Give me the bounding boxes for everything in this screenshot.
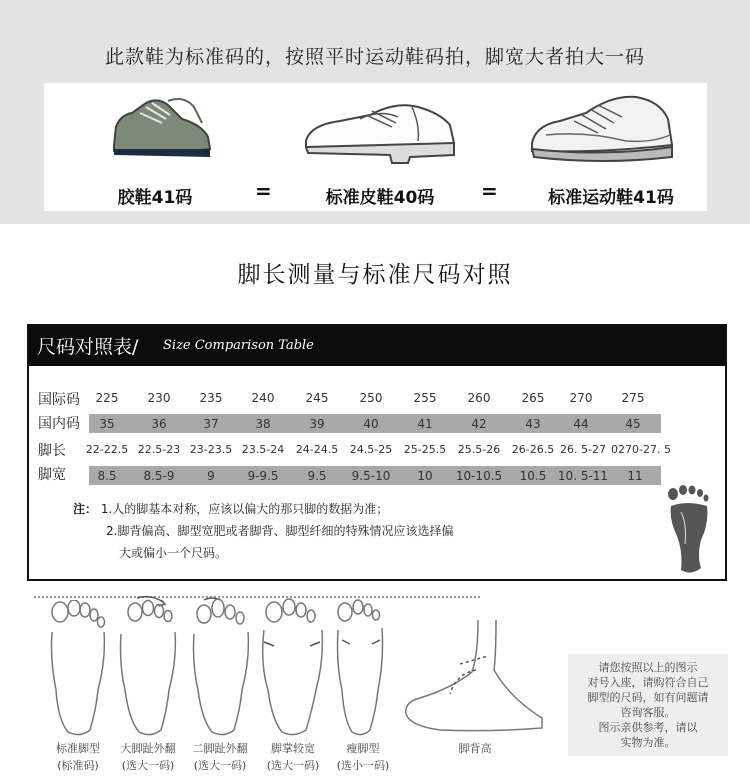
cell-intl: 270	[569, 391, 593, 405]
cell-length: 22.5-23	[137, 443, 181, 456]
tip-line: 脚型的尺码，如有问题请	[587, 691, 709, 704]
cell-length: 24-24.5	[295, 443, 339, 456]
shoe-comparison-panel	[44, 83, 707, 211]
foot-name: 脚掌较宽	[271, 742, 315, 755]
cell-width: 8.5	[97, 469, 117, 483]
cell-domestic: 41	[417, 417, 433, 431]
cell-length: 26-26.5	[511, 443, 555, 456]
tip-line: 咨询客服。	[620, 706, 676, 719]
cell-intl: 240	[251, 391, 275, 405]
foot-advice: (标准码)	[57, 759, 99, 772]
cell-intl: 250	[359, 391, 383, 405]
table-title-en: Size Comparison Table	[163, 338, 314, 353]
cell-intl: 245	[305, 391, 329, 405]
leather-shoe-label: 标准皮鞋40码	[325, 188, 435, 208]
table-header	[29, 326, 725, 366]
foot-advice: (选小一码)	[336, 759, 390, 772]
foot-name: 瘦脚型	[346, 742, 380, 755]
cell-intl: 235	[199, 391, 223, 405]
work-shoe-icon	[106, 93, 216, 163]
note-line-1	[73, 498, 388, 520]
cell-intl: 275	[621, 391, 645, 405]
bunion-foot-icon	[117, 594, 181, 738]
cell-length: 0270-27. 5	[611, 443, 671, 456]
cell-domestic: 40	[363, 417, 379, 431]
size-table	[27, 324, 727, 581]
top-banner	[0, 0, 750, 224]
foot-label-thin	[328, 740, 398, 774]
foot-name: 大脚趾外翻	[120, 742, 176, 755]
cell-width: 9.5-10	[351, 469, 391, 483]
tip-line: 图示亲供参考，请以	[598, 721, 698, 734]
cell-intl: 255	[413, 391, 437, 405]
foot-label-second-toe	[185, 740, 255, 774]
cell-width: 8.5-9	[143, 469, 175, 483]
foot-name: 二脚趾外翻	[192, 742, 248, 755]
cell-domestic: 43	[525, 417, 541, 431]
note-prefix: 注：	[73, 502, 98, 516]
cell-intl: 260	[467, 391, 491, 405]
work-shoe-label: 胶鞋41码	[117, 188, 193, 208]
tip-line: 对号入座，请购符合自己	[587, 676, 709, 689]
cell-intl: 225	[95, 391, 119, 405]
row-label-width: 脚宽	[38, 467, 66, 483]
cell-intl: 230	[147, 391, 171, 405]
cell-width: 9.5	[307, 469, 327, 483]
section-title: 脚长测量与标准尺码对照	[237, 262, 513, 288]
tip-line: 请您按照以上的图示	[598, 661, 698, 674]
row-label-intl: 国际码	[38, 392, 80, 408]
cell-length: 23-23.5	[189, 443, 233, 456]
thin-foot-icon	[330, 594, 392, 738]
cell-width: 11	[627, 469, 643, 483]
cell-width: 10.5	[519, 469, 547, 483]
size-note: 此款鞋为标准码的，按照平时运动鞋码拍，脚宽大者拍大一码	[104, 46, 645, 68]
sneaker-icon	[526, 91, 676, 171]
note-line-3: 大或偏小一个尺码。	[119, 546, 228, 560]
cell-width: 10	[417, 469, 433, 483]
foot-label-high-instep	[440, 740, 510, 757]
cell-domestic: 36	[151, 417, 167, 431]
foot-label-standard	[43, 740, 113, 774]
cell-width: 10. 5-11	[557, 469, 609, 483]
cell-width: 10-10.5	[455, 469, 503, 483]
cell-length: 22-22.5	[85, 443, 129, 456]
cell-length: 23.5-24	[241, 443, 285, 456]
cell-length: 24.5-25	[349, 443, 393, 456]
second-toe-foot-icon	[190, 594, 254, 738]
footprint-icon	[663, 484, 715, 576]
cell-domestic: 35	[99, 417, 115, 431]
row-label-domestic: 国内码	[38, 416, 80, 432]
foot-label-wide	[258, 740, 328, 774]
cell-length: 25-25.5	[403, 443, 447, 456]
leather-shoe-icon	[300, 95, 460, 167]
foot-advice: (选大一码)	[266, 759, 320, 772]
table-title-zh: 尺码对照表/	[37, 336, 139, 358]
equals-sign: =	[481, 179, 498, 203]
cell-intl: 265	[521, 391, 545, 405]
cell-width: 9-9.5	[247, 469, 279, 483]
note-line-2: 2.脚背偏高、脚型宽肥或者脚背、脚型纤细的特殊情况应该选择偏	[106, 524, 454, 538]
high-instep-foot-icon	[400, 614, 550, 734]
foot-advice: (选大一码)	[121, 759, 175, 772]
cell-domestic: 37	[203, 417, 219, 431]
note-line-1-text: 1.人的脚基本对称，应该以偏大的那只脚的数据为准；	[100, 502, 389, 516]
cell-length: 26. 5-27	[560, 443, 606, 456]
foot-advice: (选大一码)	[193, 759, 247, 772]
foot-label-bunion	[113, 740, 183, 774]
equals-sign: =	[255, 179, 272, 203]
cell-domestic: 44	[573, 417, 589, 431]
row-label-length: 脚长	[38, 443, 66, 459]
cell-length: 25.5-26	[457, 443, 501, 456]
foot-name: 脚背高	[458, 742, 492, 755]
foot-name: 标准脚型	[56, 742, 100, 755]
cell-width: 9	[207, 469, 215, 483]
cell-domestic: 39	[309, 417, 325, 431]
cell-domestic: 45	[625, 417, 641, 431]
cell-domestic: 42	[471, 417, 487, 431]
tip-line: 实物为准。	[620, 736, 676, 749]
standard-foot-icon	[46, 600, 110, 738]
wide-foot-icon	[260, 594, 326, 738]
cell-domestic: 38	[255, 417, 271, 431]
dotted-divider	[34, 596, 480, 598]
tip-box	[568, 654, 728, 756]
sneaker-label: 标准运动鞋41码	[548, 188, 674, 208]
